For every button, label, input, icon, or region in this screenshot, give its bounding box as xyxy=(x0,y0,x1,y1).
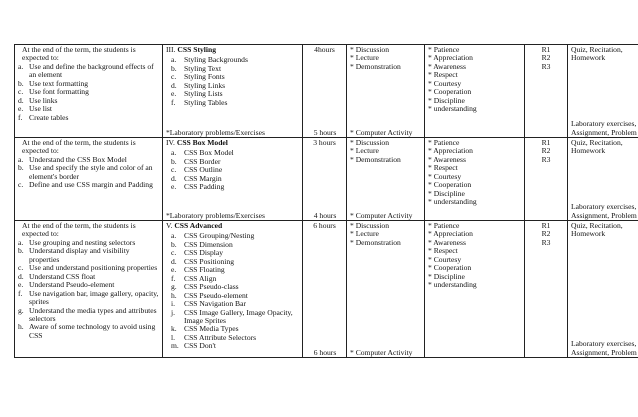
topic-marker: b. xyxy=(171,63,177,73)
topic-marker: d. xyxy=(171,256,177,266)
topic-text: CSS Don't xyxy=(184,341,216,351)
value-item: * Patience xyxy=(428,45,460,54)
assessment-bottom: Laboratory exercises, Assignment, Problem xyxy=(571,339,637,357)
topic-marker: f. xyxy=(171,273,176,283)
strategy-item: * Lecture xyxy=(350,229,379,239)
topic-text: CSS Pseudo-element xyxy=(184,290,248,300)
topic-heading xyxy=(166,222,299,230)
strategy-bottom: * Computer Activity xyxy=(350,127,413,137)
topics-list xyxy=(166,56,299,107)
topic-marker: e. xyxy=(171,89,177,99)
topics-list xyxy=(166,149,299,191)
topic-marker: a. xyxy=(171,55,177,65)
strategies-cell xyxy=(347,138,425,221)
table-row xyxy=(15,221,638,358)
syllabus-table xyxy=(14,44,638,358)
assessment-top: Quiz, Recitation, Homework xyxy=(571,138,623,156)
objective-item xyxy=(18,247,159,264)
value-item: * Awareness xyxy=(428,237,466,247)
table-row xyxy=(15,138,638,221)
objectives-intro: At the end of the term, the students is expected to: xyxy=(22,221,136,239)
objective-item xyxy=(18,114,159,122)
strategy-bottom: * Computer Activity xyxy=(350,210,413,220)
topic-marker: e. xyxy=(171,265,177,275)
topic-text: CSS Positioning xyxy=(184,256,235,266)
reference-item: R3 xyxy=(541,61,551,71)
objective-text: Define and use CSS margin and Padding xyxy=(29,180,153,190)
reference-item: R2 xyxy=(541,229,551,239)
hours-cell xyxy=(303,45,347,138)
assessment-bottom: Laboratory exercises, Assignment, Problem xyxy=(571,119,637,137)
value-item: * understanding xyxy=(428,197,477,207)
value-item: * Patience xyxy=(428,221,460,230)
objective-item xyxy=(18,323,159,340)
hours-top: 6 hours xyxy=(313,221,336,230)
assessment-cell xyxy=(568,138,638,221)
values-cell xyxy=(425,138,525,221)
topic-marker: g. xyxy=(171,282,177,292)
topic-marker: e. xyxy=(171,182,177,192)
objective-marker: e. xyxy=(18,104,24,114)
references-cell xyxy=(525,138,568,221)
reference-item: R1 xyxy=(541,45,551,54)
topic-number: IV. xyxy=(166,138,175,147)
objective-marker: a. xyxy=(18,154,24,164)
topic-text: Styling Backgrounds xyxy=(184,55,248,65)
topic-marker: b. xyxy=(171,156,177,166)
value-item: * Awareness xyxy=(428,154,466,164)
objective-marker: f. xyxy=(18,288,23,298)
strategy-item: * Discussion xyxy=(350,138,390,147)
strategy-item: * Lecture xyxy=(350,146,379,156)
objectives-list xyxy=(18,239,159,340)
topic-marker: a. xyxy=(171,148,177,158)
objective-marker: d. xyxy=(18,95,24,105)
strategies-cell xyxy=(347,221,425,358)
value-item: * Appreciation xyxy=(428,229,473,239)
topic-item xyxy=(171,183,299,191)
topic-title: CSS Styling xyxy=(177,45,217,54)
objective-text: Understand the media types and attributes selectors xyxy=(29,305,157,323)
topic-heading xyxy=(166,46,299,54)
objective-marker: c. xyxy=(18,87,24,97)
objective-text: Use links xyxy=(29,95,58,105)
objective-text: Understand Pseudo-element xyxy=(29,280,115,290)
reference-item: R3 xyxy=(541,154,551,164)
strategy-item: * Discussion xyxy=(350,221,390,230)
reference-item: R3 xyxy=(541,237,551,247)
hours-top: 3 hours xyxy=(313,138,336,147)
topic-text: Styling Text xyxy=(184,63,222,73)
strategies-cell xyxy=(347,45,425,138)
topic-marker: h. xyxy=(171,290,177,300)
topic-text: CSS Border xyxy=(184,156,221,166)
topic-marker: f. xyxy=(171,97,176,107)
topic-text: CSS Outline xyxy=(184,165,223,175)
topic-marker: a. xyxy=(171,231,177,241)
values-cell xyxy=(425,221,525,358)
value-item: * Cooperation xyxy=(428,180,472,190)
topics-cell xyxy=(163,221,303,358)
objective-item xyxy=(18,290,159,307)
strategy-bottom: * Computer Activity xyxy=(350,347,413,357)
objective-text: Create tables xyxy=(29,112,69,122)
strategy-item: * Demonstration xyxy=(350,61,401,71)
hours-bottom: 4 hours xyxy=(313,210,337,220)
topic-text: CSS Display xyxy=(184,248,224,258)
value-item: * Cooperation xyxy=(428,263,472,273)
hours-cell xyxy=(303,221,347,358)
value-item: * Discipline xyxy=(428,95,465,105)
objectives-cell xyxy=(15,221,163,358)
topic-item xyxy=(171,342,299,350)
objective-text: Use font formatting xyxy=(29,87,89,97)
hours-bottom: 5 hours xyxy=(313,127,337,137)
value-item: * Appreciation xyxy=(428,53,473,63)
objective-text: Use navigation bar, image gallery, opacity, sprites xyxy=(29,288,159,307)
objectives-cell xyxy=(15,138,163,221)
assessment-top: Quiz, Recitation, Homework xyxy=(571,45,623,63)
topic-marker: l. xyxy=(171,332,176,342)
assessment-bottom: Laboratory exercises, Assignment, Problem xyxy=(571,202,637,220)
objective-marker: f. xyxy=(18,112,23,122)
assessment-cell xyxy=(568,221,638,358)
objective-item xyxy=(18,63,159,80)
topic-text: CSS Attribute Selectors xyxy=(184,332,257,342)
value-item: * Courtesy xyxy=(428,171,462,181)
value-item: * understanding xyxy=(428,104,477,114)
objective-text: Use list xyxy=(29,104,52,114)
assessment-top: Quiz, Recitation, Homework xyxy=(571,221,623,239)
topic-heading xyxy=(166,139,299,147)
topic-item xyxy=(171,309,299,326)
topic-marker: c. xyxy=(171,248,177,258)
references-cell xyxy=(525,221,568,358)
topic-item xyxy=(171,99,299,107)
strategy-item: * Demonstration xyxy=(350,154,401,164)
value-item: * Courtesy xyxy=(428,254,462,264)
syllabus-table-body xyxy=(15,45,638,358)
objective-marker: d. xyxy=(18,271,24,281)
value-item: * understanding xyxy=(428,280,477,290)
topic-text: CSS Grouping/Nesting xyxy=(184,231,255,241)
topic-text: Styling Links xyxy=(184,80,226,90)
topic-text: CSS Media Types xyxy=(184,324,239,334)
topic-title: CSS Box Model xyxy=(176,138,228,147)
reference-item: R2 xyxy=(541,146,551,156)
objective-text: Understand CSS float xyxy=(29,271,96,281)
hours-bottom: 6 hours xyxy=(313,347,337,357)
strategy-item: * Demonstration xyxy=(350,237,401,247)
topic-text: Styling Tables xyxy=(184,97,228,107)
topic-text: Styling Lists xyxy=(184,89,223,99)
topic-number: V. xyxy=(166,221,173,230)
topic-marker: d. xyxy=(171,173,177,183)
topic-text: CSS Margin xyxy=(184,173,222,183)
value-item: * Cooperation xyxy=(428,87,472,97)
topic-text: Styling Fonts xyxy=(184,72,225,82)
reference-item: R1 xyxy=(541,138,551,147)
hours-top: 4hours xyxy=(314,45,335,54)
topic-text: CSS Padding xyxy=(184,182,225,192)
objective-text: Understand the CSS Box Model xyxy=(29,154,127,164)
topic-number: III. xyxy=(166,45,176,54)
objective-text: Use and specify the style and color of an element's border xyxy=(29,163,153,181)
objective-marker: b. xyxy=(18,78,24,88)
assessment-cell xyxy=(568,45,638,138)
strategy-item: * Discussion xyxy=(350,45,390,54)
objective-marker: g. xyxy=(18,305,24,315)
objective-text: Use text formatting xyxy=(29,78,89,88)
topic-text: CSS Floating xyxy=(184,265,225,275)
topic-marker: d. xyxy=(171,80,177,90)
value-item: * Courtesy xyxy=(428,78,462,88)
topics-list xyxy=(166,232,299,350)
topics-cell xyxy=(163,45,303,138)
topic-title: CSS Advanced xyxy=(174,221,223,230)
objective-marker: b. xyxy=(18,163,24,173)
value-item: * Respect xyxy=(428,163,458,173)
value-item: * Patience xyxy=(428,138,460,147)
objective-item xyxy=(18,164,159,181)
values-cell xyxy=(425,45,525,138)
references-cell xyxy=(525,45,568,138)
topics-cell xyxy=(163,138,303,221)
topic-marker: b. xyxy=(171,239,177,249)
objective-marker: a. xyxy=(18,61,24,71)
topic-marker: c. xyxy=(171,72,177,82)
topic-marker: m. xyxy=(171,341,179,351)
hours-cell xyxy=(303,138,347,221)
topic-note: *Laboratory problems/Exercises xyxy=(166,210,265,220)
value-item: * Respect xyxy=(428,246,458,256)
objective-text: Use grouping and nesting selectors xyxy=(29,237,136,247)
value-item: * Discipline xyxy=(428,188,465,198)
topic-text: CSS Image Gallery, Image Opacity, Image Sprites xyxy=(184,307,293,325)
table-row xyxy=(15,45,638,138)
objective-marker: h. xyxy=(18,322,24,332)
objectives-cell xyxy=(15,45,163,138)
topic-note: *Laboratory problems/Exercises xyxy=(166,127,265,137)
topic-text: CSS Align xyxy=(184,273,217,283)
objective-marker: a. xyxy=(18,237,24,247)
topic-marker: c. xyxy=(171,165,177,175)
topic-text: CSS Box Model xyxy=(184,148,234,158)
topic-marker: k. xyxy=(171,324,177,334)
objective-text: Aware of some technology to avoid using CSS xyxy=(29,322,156,340)
topic-text: CSS Dimension xyxy=(184,239,233,249)
objective-marker: e. xyxy=(18,280,24,290)
value-item: * Discipline xyxy=(428,271,465,281)
objective-marker: c. xyxy=(18,263,24,273)
value-item: * Awareness xyxy=(428,61,466,71)
objectives-intro: At the end of the term, the students is expected to: xyxy=(22,138,136,156)
objectives-list xyxy=(18,63,159,122)
objective-text: Use and understand positioning properties xyxy=(29,263,158,273)
objective-marker: b. xyxy=(18,246,24,256)
objective-item xyxy=(18,307,159,324)
topic-text: CSS Pseudo-class xyxy=(184,282,239,292)
objective-text: Use and define the background effects of an element xyxy=(29,61,154,80)
reference-item: R1 xyxy=(541,221,551,230)
topic-marker: i. xyxy=(171,299,176,309)
objectives-intro: At the end of the term, the students is expected to: xyxy=(22,45,136,63)
topic-text: CSS Navigation Bar xyxy=(184,299,247,309)
objective-marker: c. xyxy=(18,180,24,190)
value-item: * Respect xyxy=(428,70,458,80)
strategy-item: * Lecture xyxy=(350,53,379,63)
objective-text: Understand display and visibility properties xyxy=(29,246,130,264)
topic-marker: j. xyxy=(171,307,176,317)
value-item: * Appreciation xyxy=(428,146,473,156)
objective-item xyxy=(18,181,159,189)
reference-item: R2 xyxy=(541,53,551,63)
objectives-list xyxy=(18,156,159,190)
